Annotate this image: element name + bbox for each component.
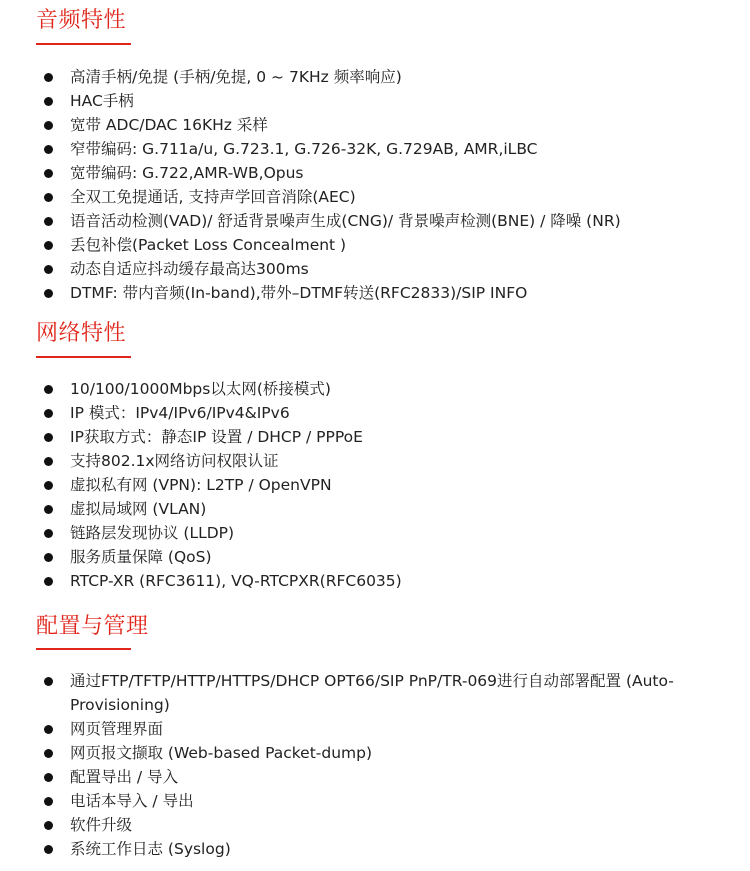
bullet-icon	[44, 577, 53, 586]
bullet-icon	[44, 97, 53, 106]
list-item-text: 虚拟局域网 (VLAN)	[70, 500, 207, 518]
list-item-text: 系统工作日志 (Syslog)	[70, 840, 231, 858]
list-item-text: 网页报文撷取 (Web-based Packet-dump)	[70, 744, 373, 762]
list-item-text: HAC手柄	[70, 92, 134, 110]
bullet-icon	[44, 169, 53, 178]
bullet-icon	[44, 821, 53, 830]
list-item	[0, 741, 750, 765]
list-item	[0, 401, 750, 425]
list-item	[0, 137, 750, 161]
list-item-text: 服务质量保障 (QoS)	[70, 548, 212, 566]
list-item	[0, 789, 750, 813]
list-item	[0, 569, 750, 593]
list-item	[0, 113, 750, 137]
bullet-icon	[44, 145, 53, 154]
list-item-text: 窄带编码: G.711a/u, G.723.1, G.726-32K, G.729AB, AMR,iLBC	[70, 140, 538, 158]
list-item	[0, 257, 750, 281]
list-item	[0, 377, 750, 401]
list-item-text: IP 模式：IPv4/IPv6/IPv4&IPv6	[70, 404, 290, 422]
bullet-icon	[44, 505, 53, 514]
list-item	[0, 449, 750, 473]
list-item	[0, 717, 750, 741]
bullet-icon	[44, 749, 53, 758]
list-item-text: DTMF: 带内音频(In-band),带外–DTMF转送(RFC2833)/SIP INFO	[70, 284, 528, 302]
section-title-management: 配置与管理	[36, 614, 149, 639]
list-item	[0, 161, 750, 185]
audio-feature-list	[0, 65, 750, 305]
list-item-text: 虚拟私有网 (VPN): L2TP / OpenVPN	[70, 476, 332, 494]
list-item-text: 电话本导入 / 导出	[70, 792, 194, 810]
list-item	[0, 209, 750, 233]
list-item-text: 宽带 ADC/DAC 16KHz 采样	[70, 116, 268, 134]
list-item-text: 配置导出 / 导入	[70, 768, 179, 786]
list-item	[0, 837, 750, 861]
section-title-audio: 音频特性	[36, 8, 127, 33]
list-item-text: 通过FTP/TFTP/HTTP/HTTPS/DHCP OPT66/SIP PnP/TR-069进行自动部署配置 (Auto-Provisioning)	[70, 672, 674, 714]
title-underline	[36, 356, 131, 358]
list-item	[0, 185, 750, 209]
list-item-text: 高清手柄/免提 (手柄/免提, 0 ~ 7KHz 频率响应)	[70, 68, 402, 86]
title-underline	[36, 43, 131, 45]
list-item-text: 语音活动检测(VAD)/ 舒适背景噪声生成(CNG)/ 背景噪声检测(BNE) / 降噪 (NR)	[70, 212, 621, 230]
network-feature-list	[0, 377, 750, 593]
management-feature-list	[0, 669, 750, 861]
list-item-text: 动态自适应抖动缓存最高达300ms	[70, 260, 309, 278]
bullet-icon	[44, 433, 53, 442]
bullet-icon	[44, 481, 53, 490]
bullet-icon	[44, 265, 53, 274]
list-item	[0, 813, 750, 837]
bullet-icon	[44, 289, 53, 298]
bullet-icon	[44, 845, 53, 854]
list-item-text: 10/100/1000Mbps以太网(桥接模式)	[70, 380, 331, 398]
bullet-icon	[44, 121, 53, 130]
list-item	[0, 765, 750, 789]
list-item	[0, 545, 750, 569]
list-item	[0, 669, 750, 717]
bullet-icon	[44, 725, 53, 734]
bullet-icon	[44, 457, 53, 466]
bullet-icon	[44, 73, 53, 82]
list-item	[0, 281, 750, 305]
bullet-icon	[44, 409, 53, 418]
bullet-icon	[44, 193, 53, 202]
list-item-text: RTCP-XR (RFC3611), VQ-RTCPXR(RFC6035)	[70, 572, 402, 590]
bullet-icon	[44, 241, 53, 250]
list-item	[0, 425, 750, 449]
list-item	[0, 233, 750, 257]
bullet-icon	[44, 529, 53, 538]
bullet-icon	[44, 773, 53, 782]
list-item	[0, 521, 750, 545]
list-item-text: 丢包补偿(Packet Loss Concealment )	[70, 236, 347, 254]
section-title-network: 网络特性	[36, 321, 127, 346]
bullet-icon	[44, 385, 53, 394]
list-item-text: 宽带编码: G.722,AMR-WB,Opus	[70, 164, 304, 182]
list-item-text: 链路层发现协议 (LLDP)	[70, 524, 235, 542]
list-item	[0, 89, 750, 113]
list-item-text: 支持802.1x网络访问权限认证	[70, 452, 279, 470]
list-item-text: IP获取方式：静态IP 设置 / DHCP / PPPoE	[70, 428, 363, 446]
bullet-icon	[44, 677, 53, 686]
title-underline	[36, 648, 131, 650]
list-item	[0, 473, 750, 497]
list-item	[0, 65, 750, 89]
list-item-text: 全双工免提通话, 支持声学回音消除(AEC)	[70, 188, 356, 206]
list-item-text: 网页管理界面	[70, 720, 164, 738]
bullet-icon	[44, 797, 53, 806]
list-item-text: 软件升级	[70, 816, 133, 834]
bullet-icon	[44, 217, 53, 226]
bullet-icon	[44, 553, 53, 562]
list-item	[0, 497, 750, 521]
